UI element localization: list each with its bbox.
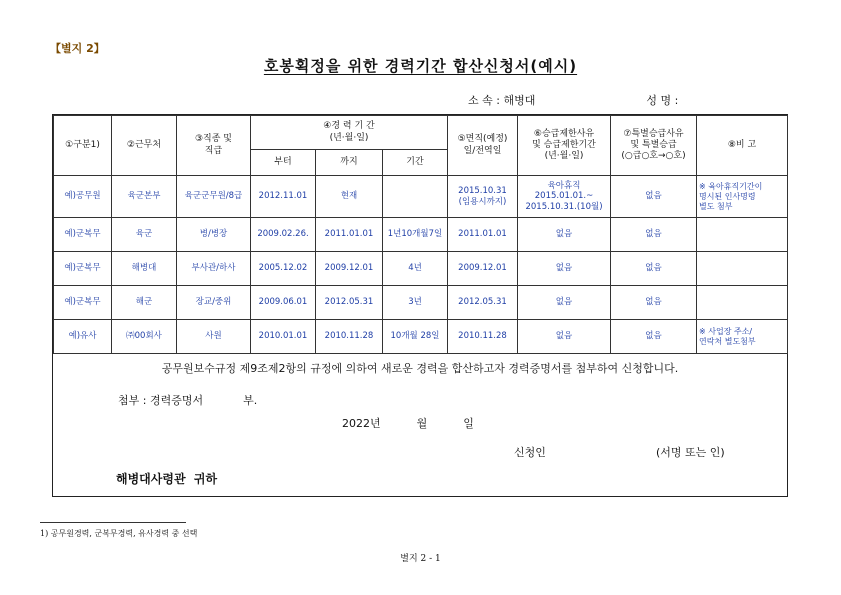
row-rank: 사원 [177, 320, 251, 354]
row-workplace: 육군 [112, 218, 177, 252]
table-row [54, 252, 788, 286]
row-rank: 병/병장 [177, 218, 251, 252]
row-type: 예)공무원 [54, 176, 112, 218]
table-row [54, 176, 788, 218]
row-end-date: 2009.12.01 [448, 252, 518, 286]
row-note [697, 252, 788, 286]
row-period: 1년10개월7일 [383, 218, 448, 252]
row-workplace: 육군본부 [112, 176, 177, 218]
row-from: 2010.01.01 [251, 320, 316, 354]
row-note: ※ 사업장 주소/ 연락처 별도첨부 [697, 320, 788, 354]
page-number: 별지 2 - 1 [400, 554, 441, 564]
name-label: 성 명 : [646, 94, 679, 107]
row-end-date: 2012.05.31 [448, 286, 518, 320]
affiliation-value: 해병대 [503, 94, 536, 107]
header-restriction: ⑥승급제한사유 및 승급제한기간 (년·월·일) [518, 116, 611, 176]
row-to: 현재 [316, 176, 383, 218]
row-special: 없음 [611, 218, 697, 252]
row-period: 4년 [383, 252, 448, 286]
table-row [54, 320, 788, 354]
row-from: 2005.12.02 [251, 252, 316, 286]
row-restriction: 없음 [518, 286, 611, 320]
form-tag: 【별지 2】 [50, 42, 105, 55]
affiliation-line [468, 92, 678, 108]
row-end-date: 2015.10.31 (임용시까지) [448, 176, 518, 218]
header-special-promotion: ⑦특별승급사유 및 특별승급 (○급○호→○호) [611, 116, 697, 176]
applicant-label: 신청인 [514, 446, 546, 459]
row-type: 예)군복무 [54, 252, 112, 286]
date-year: 2022년 [342, 417, 381, 430]
row-rank: 부사관/하사 [177, 252, 251, 286]
row-note [697, 218, 788, 252]
header-from: 부터 [251, 150, 316, 176]
row-special: 없음 [611, 286, 697, 320]
footnote-divider [40, 522, 186, 523]
header-remarks: ⑧비 고 [697, 116, 788, 176]
header-to: 까지 [316, 150, 383, 176]
row-to: 2012.05.31 [316, 286, 383, 320]
date-month: 월 [416, 417, 428, 430]
career-table [53, 115, 788, 354]
header-discharge-date: ⑤면직(예정) 일/전역일 [448, 116, 518, 176]
row-from: 2009.02.26. [251, 218, 316, 252]
row-special: 없음 [611, 320, 697, 354]
row-special: 없음 [611, 252, 697, 286]
header-workplace: ②근무처 [112, 116, 177, 176]
date-line [342, 415, 474, 431]
row-to: 2010.11.28 [316, 320, 383, 354]
application-statement: 공무원보수규정 제9조제2항의 규정에 의하여 새로운 경력을 합산하고자 경력증명서를 첨부하여 신청합니다. [161, 362, 679, 375]
date-day: 일 [463, 417, 474, 430]
row-workplace: 해군 [112, 286, 177, 320]
addressee: 해병대사령관 귀하 [116, 472, 218, 486]
row-special: 없음 [611, 176, 697, 218]
row-restriction: 없음 [518, 320, 611, 354]
row-end-date: 2010.11.28 [448, 320, 518, 354]
attachment-line [118, 392, 257, 408]
row-note: ※ 육아휴직기간이 명시된 인사명령 별도 첨부 [697, 176, 788, 218]
header-career-period: ④경 력 기 간 (년·월·일) [251, 116, 448, 150]
row-type: 예)군복무 [54, 286, 112, 320]
row-workplace: ㈜00회사 [112, 320, 177, 354]
row-rank: 장교/중위 [177, 286, 251, 320]
table-row [54, 286, 788, 320]
row-type: 예)군복무 [54, 218, 112, 252]
signature-label: (서명 또는 인) [656, 446, 725, 459]
row-rank: 육군군무원/8급 [177, 176, 251, 218]
footnote: 1) 공무원경력, 군복무경력, 유사경력 중 선택 [40, 529, 198, 538]
row-restriction: 없음 [518, 252, 611, 286]
row-from: 2012.11.01 [251, 176, 316, 218]
row-period: 10개월 28일 [383, 320, 448, 354]
row-to: 2011.01.01 [316, 218, 383, 252]
document-title: 호봉획정을 위한 경력기간 합산신청서(예시) [263, 57, 578, 75]
affiliation-label: 소 속 : [468, 94, 500, 107]
header-period: 기간 [383, 150, 448, 176]
row-from: 2009.06.01 [251, 286, 316, 320]
row-restriction: 없음 [518, 218, 611, 252]
row-to: 2009.12.01 [316, 252, 383, 286]
row-period: 3년 [383, 286, 448, 320]
attachment-label: 첨부 : 경력증명서 [118, 394, 204, 407]
row-end-date: 2011.01.01 [448, 218, 518, 252]
header-type: ①구분1) [54, 116, 112, 176]
attachment-unit: 부. [243, 394, 258, 407]
form-frame [52, 114, 788, 497]
row-note [697, 286, 788, 320]
row-period [383, 176, 448, 218]
row-type: 예)유사 [54, 320, 112, 354]
table-row [54, 218, 788, 252]
row-workplace: 해병대 [112, 252, 177, 286]
header-rank: ③직종 및 직급 [177, 116, 251, 176]
row-restriction: 육아휴직 2015.01.01.~ 2015.10.31.(10월) [518, 176, 611, 218]
